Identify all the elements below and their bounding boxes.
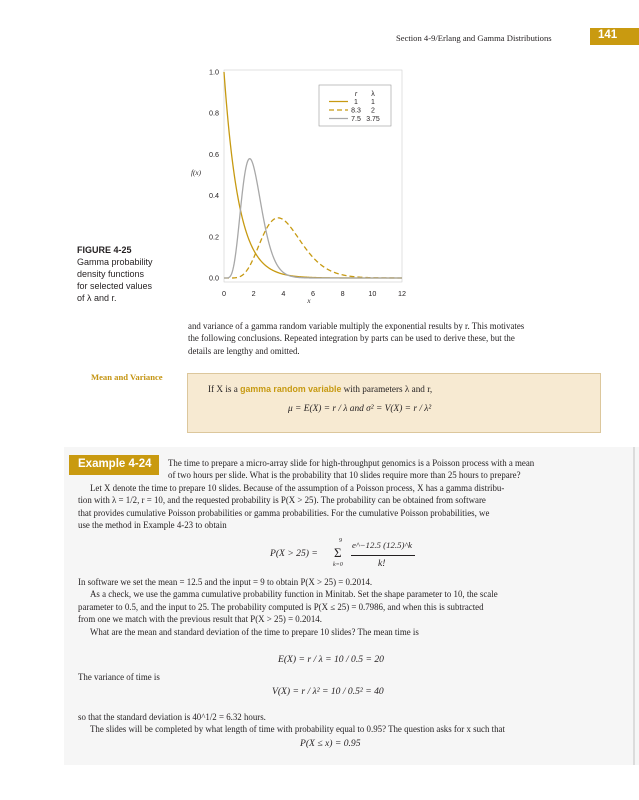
example-line-6: use the method in Example 4-23 to obtain — [78, 520, 227, 531]
x-tick-label: 2 — [251, 289, 256, 298]
y-tick-label: 0.2 — [209, 232, 219, 242]
equation-sum-top: 9 — [339, 538, 342, 544]
def-highlight: gamma random variable — [240, 384, 342, 394]
example-label: Example 4-24 — [78, 458, 152, 470]
equation-sigma: Σ — [334, 545, 342, 560]
example-question — [168, 457, 600, 482]
equation-mean: E(X) = r / λ = 10 / 0.5 = 20 — [278, 654, 384, 665]
def-pre: If X is a — [208, 384, 241, 394]
equation-sum-bottom: k=0 — [333, 562, 343, 568]
legend-lambda-1: 1 — [371, 99, 375, 106]
definition-line — [208, 384, 432, 394]
x-tick-label: 10 — [368, 289, 377, 298]
intro-line-1: and variance of a gamma random variable multiply the exponential results by r. This motivates — [188, 321, 525, 331]
x-tick-label: 12 — [398, 289, 406, 298]
legend-lambda-2: 2 — [371, 107, 375, 115]
y-tick-label: 0.0 — [209, 273, 219, 283]
intro-line-3: details are lengthy and omitted. — [188, 345, 300, 356]
caption-line-2: density functions — [77, 269, 145, 279]
equation-numerator: e^−12.5 (12.5)^k — [352, 540, 413, 550]
example-line-13: so that the standard deviation is 40^1/2 = 6.32 hours. — [78, 712, 266, 722]
x-axis-ticks — [222, 289, 406, 298]
figure-caption — [77, 244, 177, 304]
intro-paragraph — [188, 320, 602, 357]
example-solution-1 — [78, 482, 600, 532]
example-line-9: parameter to 0.5, and the input to 25. The probability computed is P(X ≤ 25) = 0.7986, and when this is subtracted — [78, 601, 484, 612]
example-line-1: The time to prepare a micro-array slide for high-throughput genomics is a Poisson process with a mean — [168, 458, 535, 468]
example-solution-2 — [78, 576, 600, 638]
y-tick-label: 0.6 — [209, 149, 219, 159]
example-line-12: The variance of time is — [78, 672, 160, 682]
y-tick-label: 0.8 — [209, 108, 219, 118]
series-line-2 — [224, 218, 402, 278]
definition-box — [187, 373, 601, 433]
equation-quantile: P(X ≤ x) = 0.95 — [300, 738, 361, 749]
example-line-7: In software we set the mean = 12.5 and the input = 9 to obtain P(X > 25) = 0.2014. — [78, 577, 373, 587]
margin-heading: Mean and Variance — [91, 372, 163, 382]
legend-r-3: 7.5 — [351, 116, 361, 123]
example-right-rule — [633, 447, 635, 765]
intro-line-2: the following conclusions. Repeated integration by parts can be used to derive these, but the — [188, 333, 515, 344]
page-number: 141 — [598, 29, 618, 41]
equation-poisson-lhs: P(X > 25) = — [270, 548, 318, 559]
example-line-5: that provides cumulative Poisson probabilities or gamma probabilities. For the cumulative Poisson probabilities, we — [78, 507, 490, 518]
x-tick-label: 6 — [311, 289, 315, 298]
x-tick-label: 4 — [281, 289, 286, 298]
example-line-3: Let X denote the time to prepare 10 slides. Because of the assumption of a Poisson process, X has a gamma distribu- — [90, 483, 505, 493]
legend — [319, 85, 391, 126]
legend-r-2: 8.3 — [351, 107, 361, 115]
y-axis-label: f(x) — [191, 169, 201, 177]
example-line-11: What are the mean and standard deviation of the time to prepare 10 slides? The mean time is — [90, 626, 419, 637]
caption-line-4: of λ and r. — [77, 293, 117, 303]
legend-r-1: 1 — [354, 99, 358, 106]
example-line-14: The slides will be completed by what length of time with probability equal to 0.95? The question asks for x such that — [90, 724, 505, 735]
legend-header-r: r — [354, 91, 358, 98]
legend-lambda-3: 3.75 — [366, 116, 380, 123]
equation-denominator: k! — [378, 558, 386, 569]
example-label-tag — [69, 455, 159, 475]
example-solution-3 — [78, 711, 600, 736]
def-post: with parameters λ and r, — [341, 384, 433, 394]
y-tick-label: 1.0 — [209, 67, 219, 77]
example-line-8: As a check, we use the gamma cumulative probability function in Minitab. Set the shape parameter to 10, the scale — [90, 589, 498, 600]
x-axis-label: x — [307, 297, 311, 305]
caption-line-3: for selected values — [77, 281, 153, 291]
caption-line-1: Gamma probability — [77, 257, 153, 267]
series-line-3 — [224, 159, 402, 278]
equation-fraction-bar — [351, 555, 415, 556]
example-line-10: from one we match with the previous result that P(X > 25) = 0.2014. — [78, 614, 322, 625]
y-axis-ticks — [209, 68, 219, 283]
example-line-4: tion with λ = 1/2, r = 10, and the requested probability is P(X > 25). The probability can be obtained from software — [78, 495, 486, 506]
x-tick-label: 0 — [222, 289, 226, 298]
legend-header-lambda: λ — [371, 91, 375, 98]
mean-variance-equation: μ = E(X) = r / λ and σ² = V(X) = r / λ² — [288, 404, 432, 414]
figure-label: FIGURE 4-25 — [77, 245, 132, 255]
x-tick-label: 8 — [340, 289, 345, 298]
equation-variance: V(X) = r / λ² = 10 / 0.5² = 40 — [272, 686, 384, 697]
y-tick-label: 0.4 — [209, 191, 219, 201]
running-title: Section 4-9/Erlang and Gamma Distributions — [396, 33, 552, 43]
example-line-2: of two hours per slide. What is the probability that 10 slides require more than 25 hours to prepare? — [168, 470, 521, 481]
